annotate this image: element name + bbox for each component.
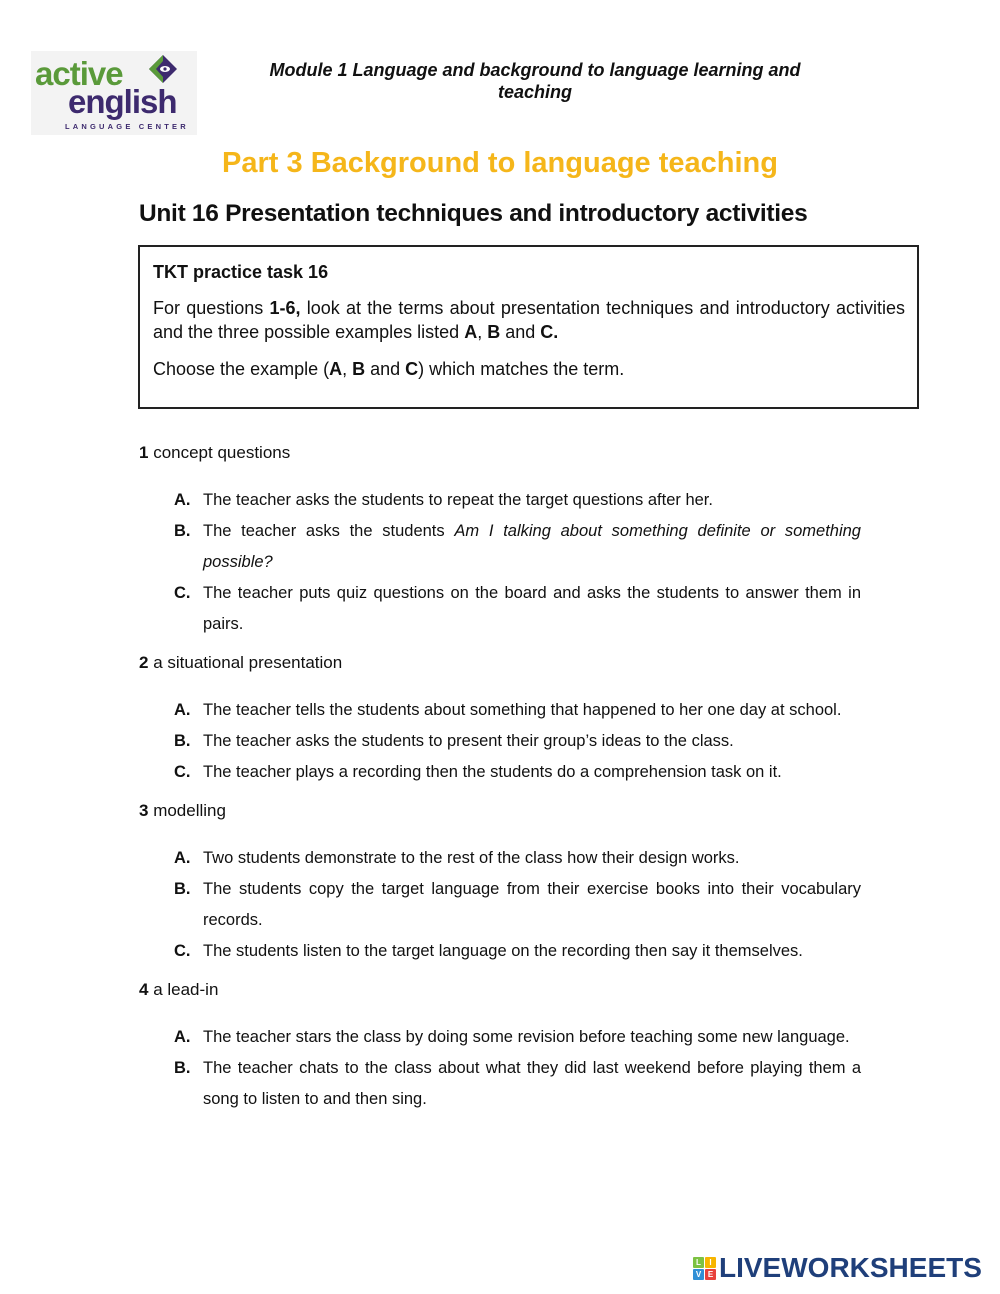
option-letter: A. xyxy=(174,849,191,867)
option-text xyxy=(203,516,861,578)
separator: , xyxy=(342,359,353,379)
question-number: 3 xyxy=(139,801,149,820)
block-e: E xyxy=(705,1269,716,1280)
questions-list xyxy=(139,441,861,1126)
part-title: Part 3 Background to language teaching xyxy=(222,147,778,179)
instruction-text: Choose the example ( xyxy=(153,359,330,379)
option-letter: C. xyxy=(174,942,191,960)
live-blocks-icon xyxy=(693,1257,716,1280)
separator: , xyxy=(477,322,488,342)
question-term-text: modelling xyxy=(148,801,226,820)
question-term xyxy=(139,799,861,823)
task-instruction-1 xyxy=(153,296,905,344)
option-text: The students listen to the target language on the recording then say it themselves. xyxy=(203,942,803,960)
logo-diamond-icon xyxy=(149,55,177,83)
option-b[interactable] xyxy=(139,516,861,578)
option-b-ref: B xyxy=(487,322,501,342)
option-c[interactable] xyxy=(139,936,861,967)
module-title: Module 1 Language and background to language learning and teaching xyxy=(269,60,801,102)
question-3 xyxy=(139,799,861,967)
question-term-text: a situational presentation xyxy=(148,653,343,672)
instruction-text: ) which matches the term. xyxy=(418,359,625,379)
question-2 xyxy=(139,651,861,788)
question-term xyxy=(139,978,861,1002)
option-text: The students copy the target language from their exercise books into their vocabulary records. xyxy=(203,880,861,929)
option-letter: A. xyxy=(174,701,191,719)
unit-title: Unit 16 Presentation techniques and introductory activities xyxy=(139,200,808,227)
task-instruction-2 xyxy=(153,357,905,381)
option-text: Two students demonstrate to the rest of the class how their design works. xyxy=(203,849,740,867)
option-a-ref: A xyxy=(464,322,478,342)
question-term xyxy=(139,651,861,675)
option-letter: A. xyxy=(174,1028,191,1046)
option-letter: B. xyxy=(174,1059,191,1077)
instruction-text: For questions xyxy=(153,298,270,318)
option-text: The teacher stars the class by doing some revision before teaching some new language. xyxy=(203,1028,850,1046)
block-l: L xyxy=(693,1257,704,1268)
option-b-ref: B xyxy=(352,359,366,379)
option-c-ref: C xyxy=(405,359,419,379)
logo-active-text: active xyxy=(35,55,123,92)
task-instructions-box xyxy=(138,245,919,409)
option-letter: B. xyxy=(174,880,191,898)
question-1 xyxy=(139,441,861,640)
option-c[interactable] xyxy=(139,578,861,640)
separator: and xyxy=(500,322,541,342)
option-b[interactable] xyxy=(139,874,861,936)
option-text: The teacher tells the students about something that happened to her one day at school. xyxy=(203,701,842,719)
option-letter: B. xyxy=(174,522,191,540)
option-c-ref: C. xyxy=(540,322,559,342)
logo-english-text: english xyxy=(68,83,177,120)
option-c[interactable] xyxy=(139,757,861,788)
option-text: The teacher puts quiz questions on the board and asks the students to answer them in pairs. xyxy=(203,584,861,633)
option-letter: A. xyxy=(174,491,191,509)
option-letter: B. xyxy=(174,732,191,750)
liveworksheets-wordmark: LIVEWORKSHEETS xyxy=(719,1252,982,1283)
option-text-plain: The teacher asks the students xyxy=(203,522,455,540)
question-term-text: concept questions xyxy=(148,443,291,462)
option-letter: C. xyxy=(174,763,191,781)
option-b[interactable] xyxy=(139,1053,861,1115)
question-number: 4 xyxy=(139,980,149,999)
question-number: 1 xyxy=(139,443,149,462)
question-term-text: a lead-in xyxy=(148,980,219,999)
instruction-text: look at the terms about presentation techniques and introductory activities and the three possible examples listed xyxy=(153,298,905,342)
option-a-ref: A xyxy=(329,359,343,379)
option-a[interactable] xyxy=(139,485,861,516)
instruction-range: 1-6, xyxy=(269,298,301,318)
option-text: The teacher asks the students to present their group’s ideas to the class. xyxy=(203,732,734,750)
option-text: The teacher asks the students to repeat the target questions after her. xyxy=(203,491,713,509)
logo-language-center-text: LANGUAGE CENTER xyxy=(65,122,189,131)
separator: and xyxy=(365,359,406,379)
question-term xyxy=(139,441,861,465)
option-text: The teacher chats to the class about what they did last weekend before playing them a song to listen to and then sing. xyxy=(203,1059,861,1108)
active-english-logo xyxy=(31,51,197,135)
option-a[interactable] xyxy=(139,1022,861,1053)
question-4 xyxy=(139,978,861,1115)
question-number: 2 xyxy=(139,653,149,672)
option-text-italic: Am I talking about something definite or something possible? xyxy=(203,522,861,571)
liveworksheets-logo[interactable] xyxy=(693,1252,982,1283)
task-heading: TKT practice task 16 xyxy=(153,262,329,282)
block-v: V xyxy=(693,1269,704,1280)
option-a[interactable] xyxy=(139,695,861,726)
option-b[interactable] xyxy=(139,726,861,757)
option-a[interactable] xyxy=(139,843,861,874)
option-letter: C. xyxy=(174,584,191,602)
option-text: The teacher plays a recording then the students do a comprehension task on it. xyxy=(203,763,782,781)
block-i: I xyxy=(705,1257,716,1268)
